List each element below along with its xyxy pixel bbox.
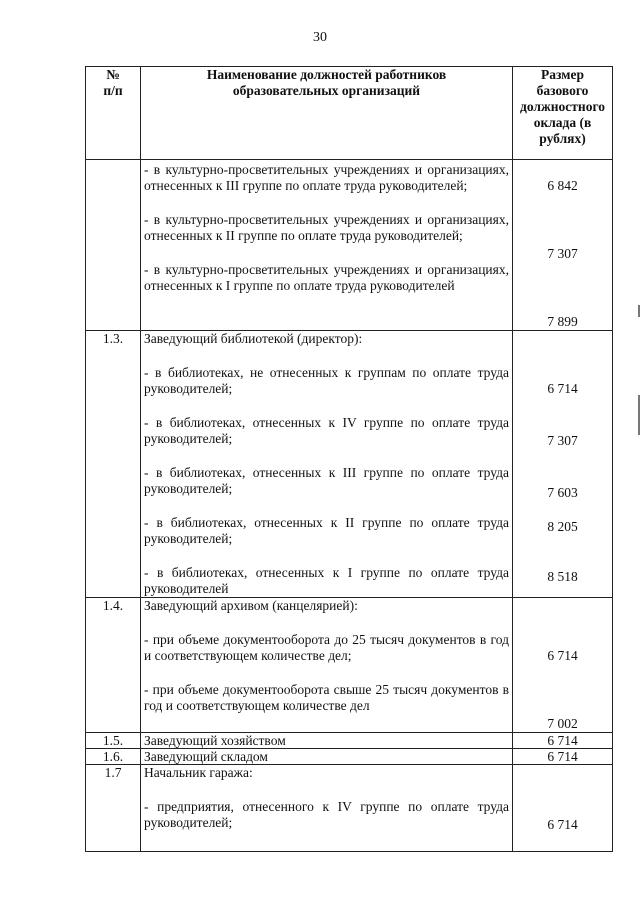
row-title: Начальник гаража: (144, 765, 253, 780)
list-item-text: - в библиотеках, отнесенных к II группе по оплате труда руководителей; (144, 515, 509, 546)
table-row (86, 733, 613, 749)
table-row (86, 765, 613, 852)
list-item-text: - в культурно-просветительных учреждениях и организациях, отнесенных к II группе по оплате труда руководителей; (144, 212, 509, 243)
list-item-text: - в библиотеках, не отнесенных к группам по оплате труда руководителей; (144, 365, 509, 396)
salary-value: 6 714 (547, 817, 578, 832)
row-number-cell: 1.4. (86, 598, 141, 733)
header-number (86, 67, 141, 160)
row-description-cell (141, 160, 513, 331)
table-row (86, 331, 613, 598)
row-description-cell (141, 765, 513, 852)
header-number-label: № п/п (103, 67, 123, 98)
row-description-cell (141, 598, 513, 733)
row-description-cell: Заведующий хозяйством (141, 733, 513, 749)
list-item-text: - в библиотеках, отнесенных к III группе по оплате труда руководителей; (144, 465, 509, 496)
row-number-cell: 1.6. (86, 749, 141, 765)
salary-value: 7 002 (547, 716, 578, 731)
table-row (86, 598, 613, 733)
list-item-text: - в библиотеках, отнесенных к I группе по оплате труда руководителей (144, 565, 509, 596)
list-item-text: - в культурно-просветительных учреждениях и организациях, отнесенных к I группе по оплате труда руководителей (144, 262, 509, 293)
header-position-label: Наименование должностей работников образовательных организаций (206, 67, 447, 98)
list-item-text: - в библиотеках, отнесенных к IV группе по оплате труда руководителей; (144, 415, 509, 446)
header-position-name (141, 67, 513, 160)
row-value-cell: 6 714 (513, 733, 613, 749)
row-value-cell (513, 765, 613, 852)
salary-value: 8 518 (547, 569, 578, 584)
salary-value: 7 307 (547, 246, 578, 261)
salary-value: 8 205 (547, 519, 578, 534)
row-number-cell: 1.3. (86, 331, 141, 598)
page-number: 30 (313, 30, 327, 45)
header-salary-label: Размер базового должностного оклада (в рублях) (520, 67, 605, 146)
row-value-cell (513, 160, 613, 331)
table-row (86, 160, 613, 331)
row-number-cell: 1.7 (86, 765, 141, 852)
row-description-cell: Заведующий складом (141, 749, 513, 765)
row-value-cell: 6 714 (513, 749, 613, 765)
list-item-text: - в культурно-просветительных учреждениях и организациях, отнесенных к III группе по оплате труда руководителей; (144, 162, 509, 193)
salary-value: 6 714 (547, 648, 578, 663)
salary-table (85, 66, 613, 852)
salary-value: 6 714 (547, 381, 578, 396)
row-title: Заведующий архивом (канцелярией): (144, 598, 358, 613)
row-value-cell (513, 598, 613, 733)
row-description-cell (141, 331, 513, 598)
row-title: Заведующий библиотекой (директор): (144, 331, 363, 346)
row-number-cell (86, 160, 141, 331)
row-number-cell: 1.5. (86, 733, 141, 749)
table-row (86, 749, 613, 765)
row-value-cell (513, 331, 613, 598)
salary-value: 6 842 (547, 178, 578, 193)
list-item-text: - при объеме документооборота до 25 тысяч документов в год и соответствующем количестве дел; (144, 632, 509, 663)
list-item-text: - предприятия, отнесенного к IV группе по оплате труда руководителей; (144, 799, 509, 830)
salary-value: 7 899 (547, 314, 578, 329)
salary-value: 7 603 (547, 485, 578, 500)
header-salary (513, 67, 613, 160)
table-header-row (86, 67, 613, 160)
list-item-text: - при объеме документооборота свыше 25 тысяч документов в год и соответствующем количестве дел (144, 682, 509, 713)
salary-value: 7 307 (547, 433, 578, 448)
